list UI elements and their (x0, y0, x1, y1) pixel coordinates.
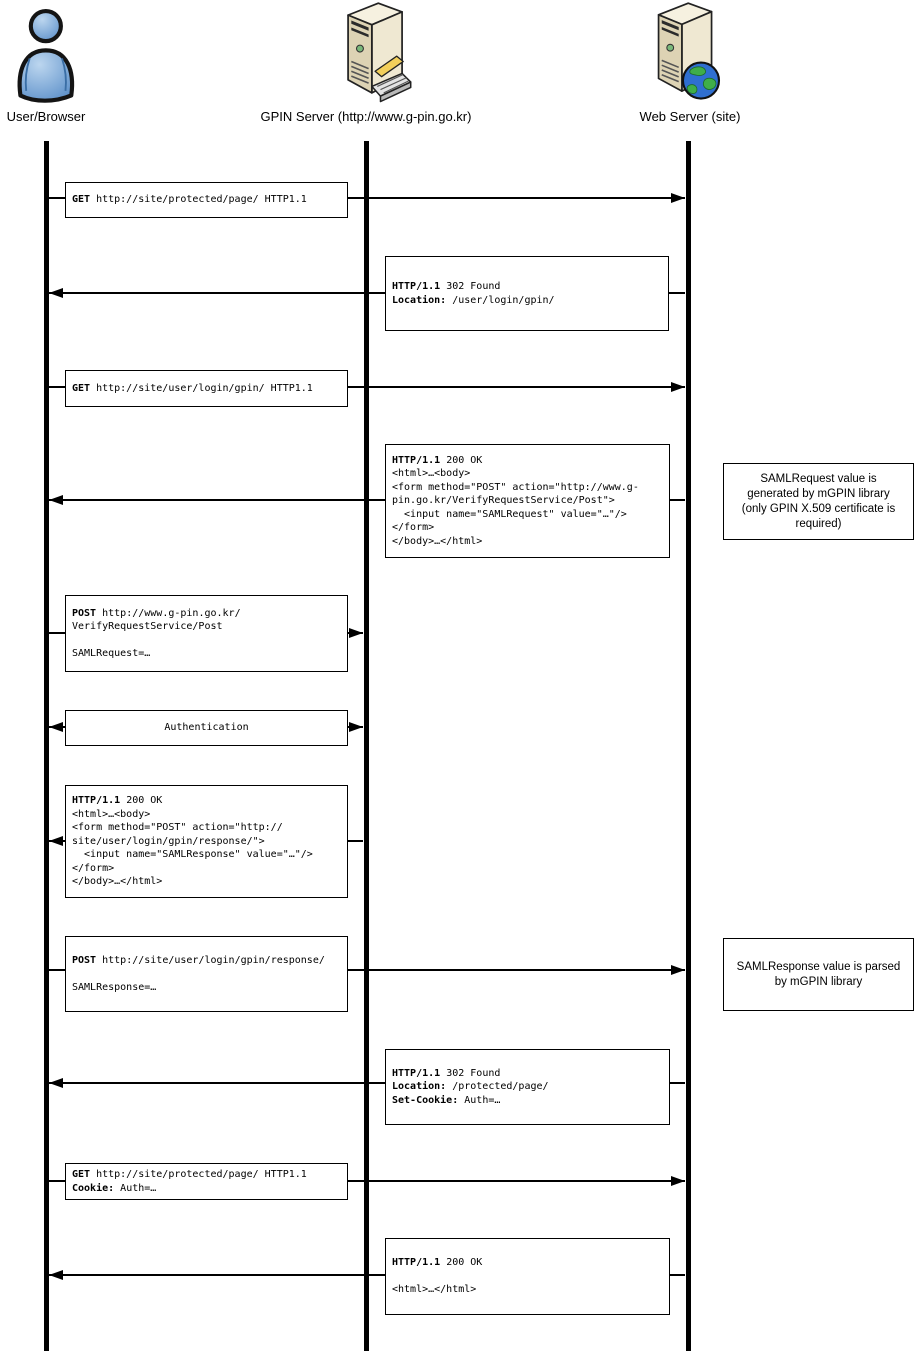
msg-302-found-protected-page-text-line-1 (392, 1080, 663, 1094)
msg-get-user-login-gpin-text-line-0 (72, 382, 341, 396)
msg-post-verifyrequestservice-text-line-0 (72, 607, 341, 621)
msg-200-ok-samlresponse-form-arrowhead-left (49, 836, 63, 846)
text-segment: </form> (392, 522, 435, 534)
text-segment: <form method="POST" action="http:// (72, 822, 283, 834)
text-segment: VerifyRequestService/Post (72, 621, 223, 632)
msg-get-user-login-gpin (65, 370, 348, 407)
msg-302-found-login-gpin (385, 256, 669, 331)
text-segment: HTTP/1.1 (72, 795, 121, 807)
msg-200-ok-samlresponse-form (65, 785, 348, 898)
note-samlresponse (723, 938, 914, 1011)
text-segment: Auth=… (114, 1182, 157, 1194)
msg-200-ok-samlrequest-form-arrowhead-left (49, 495, 63, 505)
text-segment: POST (72, 607, 97, 619)
msg-200-ok-samlrequest-form-text-line-4 (392, 508, 663, 522)
lifeline-gpin (364, 141, 369, 1351)
text-segment: http://site/protected/page/ HTTP1.1 (90, 1169, 307, 1180)
msg-authentication-arrowhead-left (49, 722, 63, 732)
msg-302-found-protected-page (385, 1049, 670, 1125)
msg-200-ok-samlresponse-form-text-line-1 (72, 808, 341, 822)
msg-post-samlresponse-arrowhead-right (671, 965, 685, 975)
msg-200-ok-samlresponse-form-text-line-6 (72, 875, 341, 889)
text-segment: Location: (392, 294, 447, 306)
msg-post-verifyrequestservice-text-line-3 (72, 647, 341, 661)
text-segment: GET (72, 382, 91, 394)
msg-200-ok-final-arrowhead-left (49, 1270, 63, 1280)
msg-302-found-protected-page-text-line-2 (392, 1094, 663, 1108)
text-segment: http://www.g-pin.go.kr/ (96, 607, 241, 619)
actor-label-user: User/Browser (6, 109, 86, 124)
msg-get-protected-page-text-line-0 (72, 193, 341, 207)
text-segment: <form method="POST" action="http://www.g- (392, 481, 639, 493)
msg-302-found-protected-page-text-line-0 (392, 1067, 663, 1081)
msg-get-protected-with-cookie (65, 1163, 348, 1200)
msg-authentication-arrowhead-right (349, 722, 363, 732)
text-segment: GET (72, 194, 91, 206)
msg-200-ok-samlresponse-form-text-line-0 (72, 794, 341, 808)
text-segment: 200 OK (440, 454, 483, 466)
msg-200-ok-samlresponse-form-text-line-3 (72, 835, 341, 849)
text-segment: http://site/protected/page/ HTTP1.1 (90, 194, 307, 206)
text-segment: Auth=… (458, 1094, 501, 1106)
text-segment: </body>…</html> (72, 876, 163, 888)
msg-get-user-login-gpin-arrowhead-right (671, 382, 685, 392)
text-segment: </form> (72, 862, 115, 874)
msg-get-protected-with-cookie-text-line-0 (72, 1168, 341, 1182)
msg-200-ok-samlrequest-form-text-line-1 (392, 467, 663, 481)
note-samlrequest-text: SAMLRequest value is generated by mGPIN library (only GPIN X.509 certificate is required) (741, 472, 896, 530)
text-segment: pin.go.kr/VerifyRequestService/Post"> (392, 495, 615, 507)
msg-200-ok-samlrequest-form-text-line-2 (392, 481, 663, 495)
note-samlrequest (723, 463, 914, 540)
text-segment: 200 OK (440, 1257, 483, 1269)
text-segment: <html>…</html> (392, 1284, 477, 1296)
msg-post-samlresponse-text-line-0 (72, 954, 341, 968)
msg-post-verifyrequestservice (65, 595, 348, 672)
lifeline-web (686, 141, 691, 1351)
text-segment: site/user/login/gpin/response/"> (72, 835, 265, 847)
text-segment: http://site/user/login/gpin/ HTTP1.1 (90, 382, 313, 394)
msg-302-found-login-gpin-arrowhead-left (49, 288, 63, 298)
text-segment: SAMLResponse=… (72, 981, 157, 993)
msg-200-ok-samlrequest-form-text-line-0 (392, 454, 663, 468)
msg-get-protected-page-arrowhead-right (671, 193, 685, 203)
server-globe-icon (644, 0, 724, 106)
text-segment: 302 Found (440, 1067, 501, 1079)
text-segment: 200 OK (120, 795, 163, 807)
msg-post-samlresponse-text-line-1 (72, 967, 341, 981)
msg-302-found-login-gpin-text-line-0 (392, 280, 662, 294)
text-segment: HTTP/1.1 (392, 281, 441, 292)
text-segment: GET (72, 1169, 91, 1180)
text-segment: Cookie: (72, 1182, 115, 1194)
text-segment: /protected/page/ (446, 1081, 549, 1093)
msg-200-ok-final-text-line-0 (392, 1256, 663, 1270)
msg-post-verifyrequestservice-text-line-1 (72, 620, 341, 634)
msg-200-ok-samlrequest-form-text-line-6 (392, 535, 663, 549)
text-segment: HTTP/1.1 (392, 454, 441, 466)
msg-302-found-login-gpin-text-line-1 (392, 294, 662, 308)
text-segment: SAMLRequest=… (72, 648, 151, 659)
msg-post-verifyrequestservice-text-line-2 (72, 634, 341, 648)
msg-authentication (65, 710, 348, 746)
text-segment: <html>…<body> (392, 468, 471, 480)
text-segment: 302 Found (440, 281, 501, 292)
msg-post-samlresponse (65, 936, 348, 1012)
msg-post-samlresponse-text-line-2 (72, 981, 341, 995)
text-segment: Set-Cookie: (392, 1094, 459, 1106)
msg-302-found-protected-page-arrowhead-left (49, 1078, 63, 1088)
msg-200-ok-samlresponse-form-text-line-5 (72, 862, 341, 876)
msg-200-ok-samlresponse-form-text-line-2 (72, 821, 341, 835)
text-segment: <input name="SAMLResponse" value="…"/> (72, 849, 313, 861)
actor-label-web: Web Server (site) (639, 109, 741, 124)
person-icon (10, 6, 84, 104)
text-segment: http://site/user/login/gpin/response/ (96, 954, 325, 966)
lifeline-user (44, 141, 49, 1351)
server-keyboard-icon (332, 0, 416, 108)
text-segment: <html>…<body> (72, 808, 151, 820)
msg-200-ok-samlrequest-form-text-line-3 (392, 494, 663, 508)
actor-label-gpin: GPIN Server (http://www.g-pin.go.kr) (260, 109, 472, 124)
text-segment: Location: (392, 1081, 447, 1093)
msg-200-ok-final-text-line-1 (392, 1270, 663, 1284)
msg-authentication-text-line-0 (164, 721, 248, 735)
text-segment: /user/login/gpin/ (446, 294, 555, 306)
text-segment: HTTP/1.1 (392, 1067, 441, 1079)
text-segment: <input name="SAMLRequest" value="…"/> (392, 508, 627, 520)
text-segment: </body>…</html> (392, 535, 483, 547)
note-samlresponse-text: SAMLResponse value is parsed by mGPIN library (736, 960, 901, 988)
msg-post-verifyrequestservice-arrowhead-right (349, 628, 363, 638)
msg-200-ok-final (385, 1238, 670, 1315)
msg-get-protected-with-cookie-text-line-1 (72, 1182, 341, 1196)
msg-get-protected-with-cookie-arrowhead-right (671, 1176, 685, 1186)
text-segment: Authentication (164, 722, 249, 734)
text-segment: HTTP/1.1 (392, 1257, 441, 1269)
msg-get-protected-page (65, 182, 348, 218)
msg-200-ok-samlrequest-form-text-line-5 (392, 521, 663, 535)
msg-200-ok-samlrequest-form (385, 444, 670, 558)
msg-200-ok-samlresponse-form-text-line-4 (72, 848, 341, 862)
text-segment: POST (72, 954, 97, 966)
msg-200-ok-final-text-line-2 (392, 1283, 663, 1297)
